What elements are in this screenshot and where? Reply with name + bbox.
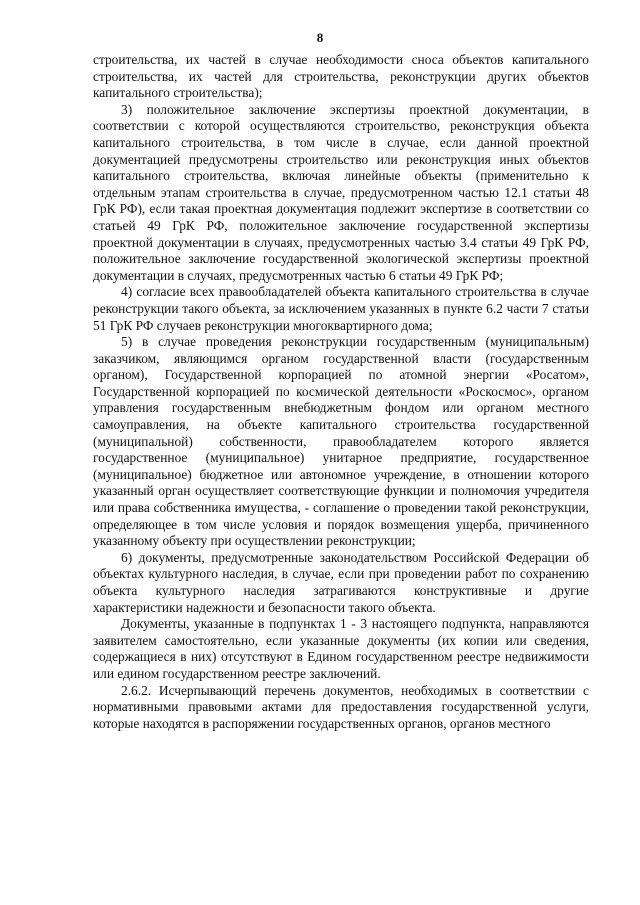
paragraph-item-4: 4) согласие всех правообладателей объекта капитального строительства в случае реконструкции такого объекта, за исключением указанных в пункте 6.2 части 7 статьи 51 ГрК РФ случаев реконструкции многоквартирного дома;: [93, 284, 589, 333]
page-number: 8: [316, 30, 324, 45]
paragraph-documents-note: Документы, указанные в подпунктах 1 - 3 настоящего подпункта, направляются заявителем самостоятельно, если указанные документы (их копии или сведения, содержащиеся в них) отсутствуют в Едином государственном реестре недвижимости или едином государственном реестре заключений.: [93, 616, 589, 681]
paragraph-item-5: 5) в случае проведения реконструкции государственным (муниципальным) заказчиком, являющимся органом государственной власти (государственным органом), Государственной корпорацией по атомной энергии «Росатом», Государственной корпорацией по космической деятельности «Роскосмос», органом управления государственным внебюджетным фондом или органом местного самоуправления, на объекте капитального строительства государственной (муниципальной) собственности, правообладателем которого является государственное (муниципальное) унитарное предприятие, государственное (муниципальное) бюджетное или автономное учреждение, в отношении которого указанный орган осуществляет соответствующие функции и полномочия учредителя или права собственника имущества, - соглашение о проведении такой реконструкции, определяющее в том числе условия и порядок возмещения ущерба, причиненного указанному объекту при осуществлении реконструкции;: [93, 334, 589, 549]
paragraph-2-6-2: 2.6.2. Исчерпывающий перечень документов, необходимых в соответствии с нормативными правовыми актами для предоставления государственной услуги, которые находятся в распоряжении государственных органов, органов местного: [93, 682, 589, 731]
document-body: [93, 52, 589, 732]
paragraph-item-3: 3) положительное заключение экспертизы проектной документации, в соответствии с которой осуществляются строительство, реконструкция объекта капитального строительства, в том числе в случае, если данной проектной документацией предусмотрены строительство или реконструкция иных объектов капитального строительства, включая линейные объекты (применительно к отдельным этапам строительства в случае, предусмотренном частью 12.1 статьи 48 ГрК РФ), если такая проектная документация подлежит экспертизе в соответствии со статьей 49 ГрК РФ, положительное заключение государственной экспертизы проектной документации в случаях, предусмотренных частью 3.4 статьи 49 ГрК РФ, положительное заключение государственной экологической экспертизы проектной документации в случаях, предусмотренных частью 6 статьи 49 ГрК РФ;: [93, 101, 589, 283]
paragraph-item-6: 6) документы, предусмотренные законодательством Российской Федерации об объектах культурного наследия, в случае, если при проведении работ по сохранению объекта культурного наследия затрагиваются конструктивные и другие характеристики надежности и безопасности такого объекта.: [93, 549, 589, 615]
paragraph-continuation: строительства, их частей в случае необходимости сноса объектов капитального строительства, их частей для строительства, реконструкции других объектов капитального строительства);: [93, 52, 589, 101]
